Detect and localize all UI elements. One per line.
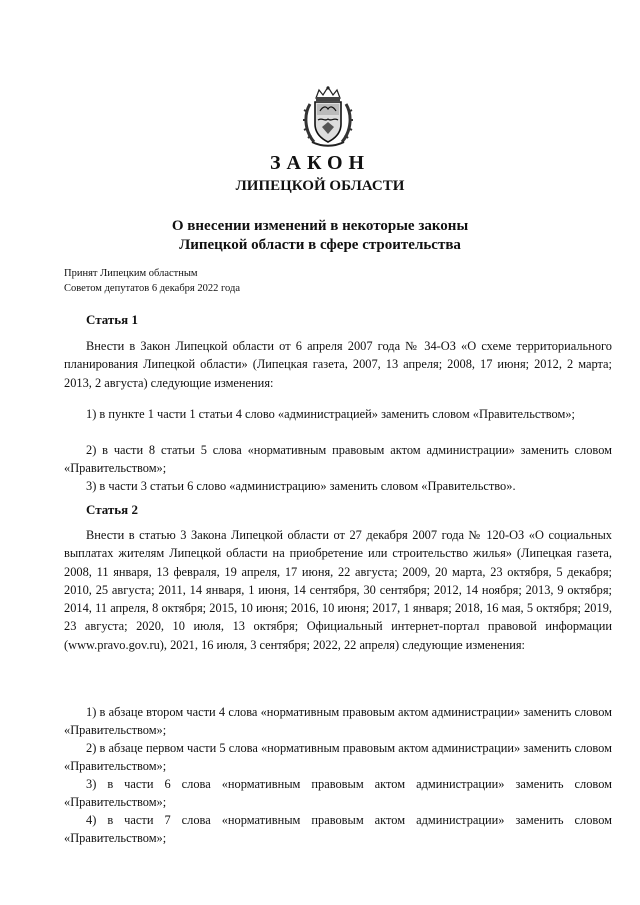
document-title-line: Липецкой области в сфере строительства	[179, 237, 461, 253]
law-title: ЗАКОН	[269, 152, 371, 174]
region-title: ЛИПЕЦКОЙ ОБЛАСТИ	[235, 178, 405, 194]
article-1-item: 3) в части 3 статьи 6 слово «администрацию» заменить словом «Правительство».	[86, 479, 516, 493]
document-title-line: О внесении изменений в некоторые законы	[171, 218, 469, 234]
article-2-item: 2) в абзаце первом части 5 слова «нормативным правовым актом администрации» заменить словом «Правительством»;	[64, 741, 612, 774]
adoption-line: Принят Липецким областным	[64, 268, 198, 279]
article-2-intro: Внести в статью 3 Закона Липецкой области от 27 декабря 2007 года № 120-ОЗ «О социальных выплатах жителям Липецкой области на приобретение или строительство жилья» (Липецкая газета, 2008, 11 января, 13 февраля, 19 апреля, 17 июня, 22 августа; 2009, 20 марта, 23 октября, 5 декабря; 2010, 25 августа; 2011, 14 января, 1 июня, 14 сентября, 30 сентября; 2012, 14 ноября; 2013, 9 октября; 2014, 11 апреля, 8 октября; 2015, 10 июня; 2016, 10 июня; 2017, 1 января; 2018, 16 мая, 5 октября; 2019, 23 августа; 2020, 10 июля, 13 октября; Официальный интернет-портал правовой информации (www.pravo.gov.ru), 2021, 16 июля, 3 сентября; 2022, 22 апреля) следующие изменения:	[64, 528, 612, 652]
article-1-item: 2) в части 8 статьи 5 слова «нормативным правовым актом администрации» заменить словом «Правительством»;	[64, 443, 612, 476]
article-1-item: 1) в пункте 1 части 1 статьи 4 слово «администрацией» заменить словом «Правительством»;	[86, 407, 575, 421]
article-2-item: 3) в части 6 слова «нормативным правовым актом администрации» заменить словом «Правительством»;	[64, 777, 612, 810]
document-title	[0, 217, 640, 255]
article-1-heading: Статья 1	[86, 312, 138, 327]
adoption-line: Советом депутатов 6 декабря 2022 года	[64, 283, 240, 294]
adoption-note	[64, 266, 240, 296]
coat-of-arms-icon	[302, 84, 354, 148]
article-2-item: 1) в абзаце втором части 4 слова «нормативным правовым актом администрации» заменить словом «Правительством»;	[64, 705, 612, 738]
article-2-item: 4) в части 7 слова «нормативным правовым актом администрации» заменить словом «Правительством»;	[64, 813, 612, 846]
article-1-intro: Внести в Закон Липецкой области от 6 апреля 2007 года № 34-ОЗ «О схеме территориального планирования Липецкой области» (Липецкая газета, 2007, 13 апреля; 2008, 17 июня; 2012, 2 марта; 2013, 2 августа) следующие изменения:	[64, 339, 612, 390]
article-2-heading: Статья 2	[86, 502, 138, 517]
